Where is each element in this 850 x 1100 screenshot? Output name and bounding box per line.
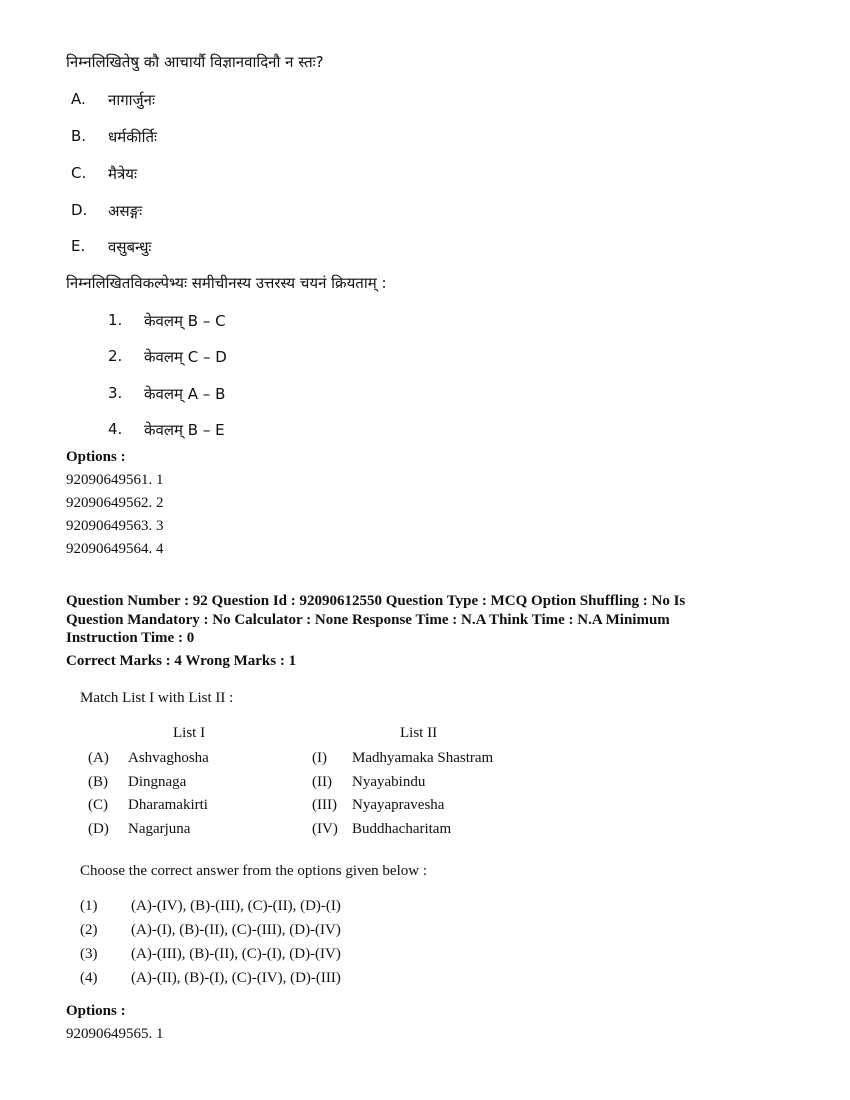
- q1-item-text: धर्मकीर्तिः: [108, 128, 158, 146]
- q2-choose-text: Choose the correct answer from the options given below :: [80, 863, 427, 879]
- q2-prompt: Match List I with List II :: [80, 690, 234, 706]
- list2-value: Madhyamaka Shastram: [352, 750, 494, 766]
- list2-value: Nyayabindu: [352, 774, 426, 790]
- list1-key: (A): [88, 750, 109, 766]
- list2-header: List II: [400, 725, 438, 741]
- q2-answer-text: (A)-(III), (B)-(II), (C)-(I), (D)-(IV): [131, 946, 341, 962]
- q2-answer-num: (3): [80, 946, 98, 962]
- list2-key: (I): [312, 750, 327, 766]
- list1-key: (D): [88, 821, 109, 837]
- q1-item-key: E.: [71, 237, 86, 255]
- q1-item-text: नागार्जुनः: [108, 91, 156, 109]
- q2-options-label: Options :: [66, 1003, 126, 1019]
- q1-choice-num: 2.: [108, 347, 123, 365]
- q1-option: 92090649561. 1: [66, 472, 164, 488]
- q1-item-key: B.: [71, 127, 87, 145]
- q2-answer-num: (2): [80, 922, 98, 938]
- q1-item-text: मैत्रेयः: [108, 165, 137, 183]
- q1-choice-text: केवलम् C – D: [144, 348, 227, 366]
- q1-stem: निम्नलिखितेषु कौ आचार्यौ विज्ञानवादिनौ न स्तः?: [66, 53, 324, 71]
- q1-options-label: Options :: [66, 449, 126, 465]
- q2-answer-num: (4): [80, 970, 98, 986]
- q1-item-text: वसुबन्धुः: [108, 238, 152, 256]
- list2-key: (III): [312, 797, 337, 813]
- list1-value: Dharamakirti: [128, 797, 208, 813]
- q1-item-text: असङ्गः: [108, 202, 143, 220]
- q1-option: 92090649563. 3: [66, 518, 164, 534]
- q1-choice-text: केवलम् B – E: [144, 421, 225, 439]
- list1-value: Ashvaghosha: [128, 750, 209, 766]
- list1-key: (B): [88, 774, 108, 790]
- q2-answer-text: (A)-(II), (B)-(I), (C)-(IV), (D)-(III): [131, 970, 341, 986]
- q1-option: 92090649562. 2: [66, 495, 164, 511]
- q1-item-key: A.: [71, 90, 86, 108]
- q2-answer-text: (A)-(IV), (B)-(III), (C)-(II), (D)-(I): [131, 898, 341, 914]
- list1-header: List I: [173, 725, 206, 741]
- q1-instruction: निम्नलिखितविकल्पेभ्यः समीचीनस्य उत्तरस्य चयनं क्रियताम् :: [66, 274, 387, 292]
- q2-option: 92090649565. 1: [66, 1026, 164, 1042]
- q2-answer-num: (1): [80, 898, 98, 914]
- q1-choice-text: केवलम् B – C: [144, 312, 226, 330]
- list1-key: (C): [88, 797, 108, 813]
- q1-option: 92090649564. 4: [66, 541, 164, 557]
- q2-answer-text: (A)-(I), (B)-(II), (C)-(III), (D)-(IV): [131, 922, 341, 938]
- q2-meta-line: Instruction Time : 0: [66, 630, 195, 646]
- list2-value: Nyayapravesha: [352, 797, 445, 813]
- list2-key: (IV): [312, 821, 338, 837]
- q2-meta-line: Question Mandatory : No Calculator : None Response Time : N.A Think Time : N.A Minimum: [66, 612, 670, 628]
- q1-item-key: C.: [71, 164, 87, 182]
- q1-item-key: D.: [71, 201, 88, 219]
- list2-key: (II): [312, 774, 332, 790]
- list1-value: Dingnaga: [128, 774, 187, 790]
- q1-choice-num: 3.: [108, 384, 123, 402]
- q2-meta-line: Question Number : 92 Question Id : 92090612550 Question Type : MCQ Option Shuffling : No Is: [66, 593, 686, 609]
- list1-value: Nagarjuna: [128, 821, 191, 837]
- q2-marks: Correct Marks : 4 Wrong Marks : 1: [66, 653, 297, 669]
- q1-choice-num: 4.: [108, 420, 123, 438]
- q1-choice-text: केवलम् A – B: [144, 385, 226, 403]
- list2-value: Buddhacharitam: [352, 821, 452, 837]
- q1-choice-num: 1.: [108, 311, 123, 329]
